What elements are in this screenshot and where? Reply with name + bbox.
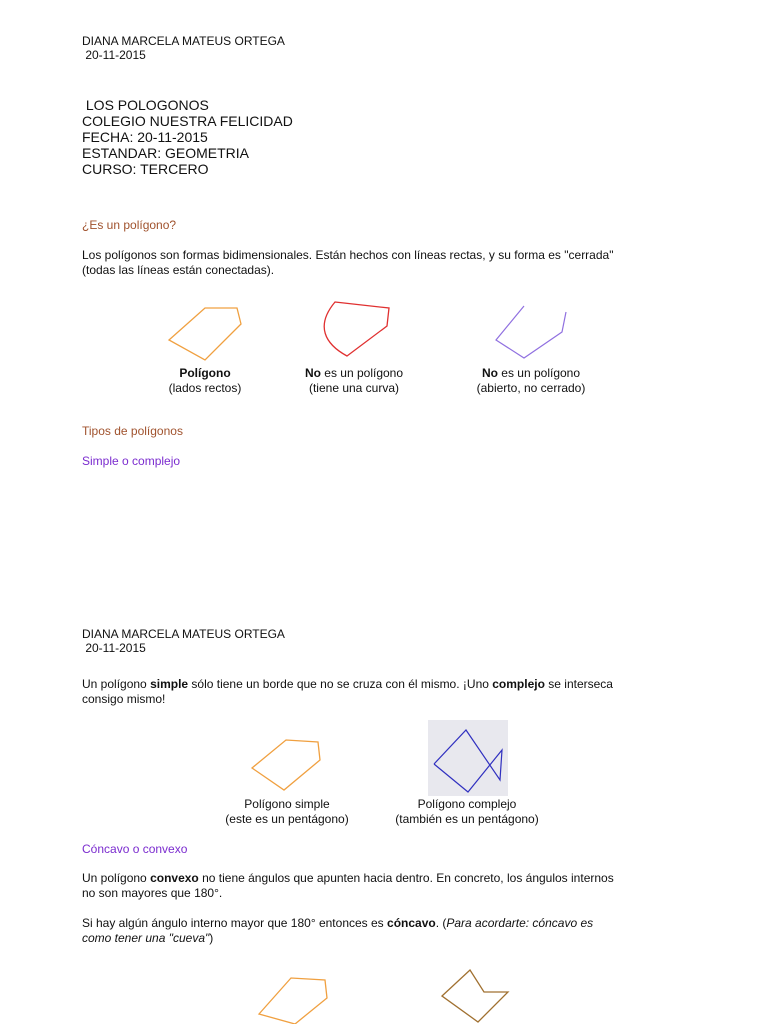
intro-paragraph xyxy=(82,248,692,278)
meta-course: CURSO: TERCERO xyxy=(82,161,209,177)
complex-pentagon-shape xyxy=(428,720,508,796)
complex-caption: Polígono complejo (también es un pentágono) xyxy=(395,797,539,826)
author-name: DIANA MARCELA MATEUS ORTEGA xyxy=(82,34,285,48)
term-complex: complejo xyxy=(492,677,545,691)
document-meta xyxy=(82,97,293,177)
author-name: DIANA MARCELA MATEUS ORTEGA xyxy=(82,627,285,641)
intro-line-1: Los polígonos son formas bidimensionales. Están hechos con líneas rectas, y su forma es "cerrada" xyxy=(82,248,614,262)
caption-bold: No xyxy=(304,366,321,380)
header-date: 20-11-2015 xyxy=(82,48,146,62)
curve-example-caption: No es un polígono (tiene una curva) xyxy=(284,366,424,396)
header-date: 20-11-2015 xyxy=(82,641,146,655)
types-heading: Tipos de polígonos xyxy=(82,424,183,438)
caption-sub: (lados rectos) xyxy=(168,381,242,395)
intro-line-2: (todas las líneas están conectadas). xyxy=(82,263,275,277)
open-shape-example xyxy=(492,302,572,362)
caption-bold: Polígono xyxy=(179,366,231,380)
meta-school: COLEGIO NUESTRA FELICIDAD xyxy=(82,113,293,129)
simple-pentagon-shape xyxy=(248,736,326,794)
term-concave: cóncavo xyxy=(387,916,436,930)
question-heading: ¿Es un polígono? xyxy=(82,218,177,232)
convex-shape xyxy=(255,974,335,1024)
polygon-example-shape xyxy=(165,302,245,364)
simple-complex-heading: Simple o complejo xyxy=(82,454,181,468)
term-convex: convexo xyxy=(150,871,199,885)
simple-complex-paragraph: Un polígono simple sólo tiene un borde que no se cruza con él mismo. ¡Uno complejo se interseca consigo mismo! xyxy=(82,677,613,706)
convex-paragraph: Un polígono convexo no tiene ángulos que apunten hacia dentro. En concreto, los ángulos internos no son mayores que 180°. xyxy=(82,871,614,900)
caption-sub: (abierto, no cerrado) xyxy=(476,381,586,395)
concave-shape xyxy=(438,966,518,1024)
simple-caption: Polígono simple (este es un pentágono) xyxy=(225,797,349,826)
meta-date: FECHA: 20-11-2015 xyxy=(82,129,208,145)
caption-sub: (tiene una curva) xyxy=(308,381,400,395)
concave-convex-heading: Cóncavo o convexo xyxy=(82,842,188,856)
open-example-caption: No es un polígono (abierto, no cerrado) xyxy=(456,366,606,396)
page1-header xyxy=(82,34,285,62)
curved-shape-example xyxy=(315,296,395,360)
page2-header xyxy=(82,627,285,655)
term-simple: simple xyxy=(150,677,189,691)
concave-paragraph: Si hay algún ángulo interno mayor que 180° entonces es cóncavo. (Para acordarte: cóncavo es como tener una "cueva") xyxy=(82,916,594,945)
caption-bold: No xyxy=(481,366,498,380)
meta-title: LOS POLOGONOS xyxy=(82,97,209,113)
polygon-example-caption xyxy=(150,366,260,396)
meta-standard: ESTANDAR: GEOMETRIA xyxy=(82,145,249,161)
